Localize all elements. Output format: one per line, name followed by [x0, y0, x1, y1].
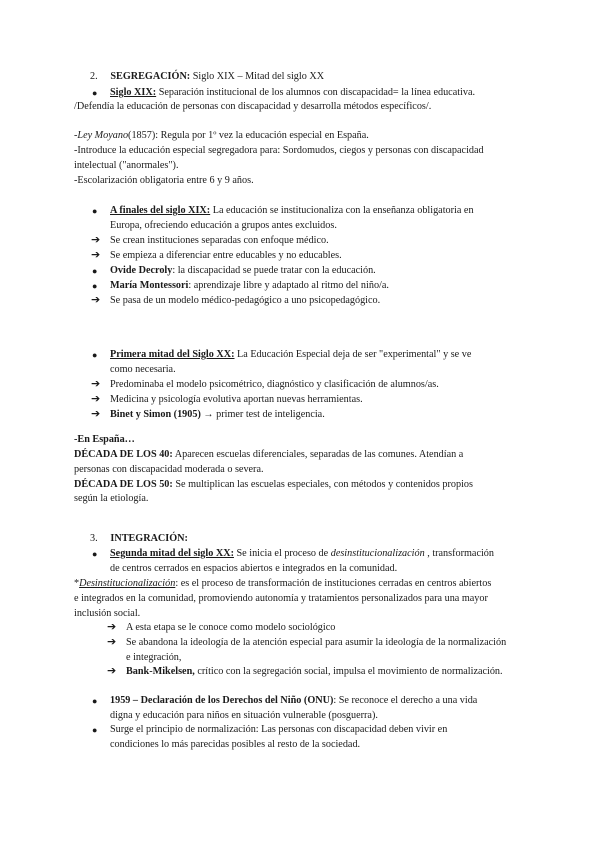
text-line: e integración,	[126, 652, 182, 663]
list-item: A esta etapa se le conoce como modelo sociológico	[126, 622, 336, 633]
arrow-icon: ➔	[107, 635, 117, 648]
paragraph-siglo-xix	[110, 86, 475, 100]
bullet-icon: ●	[92, 696, 98, 706]
text-siglo-xix: Separación institucional de los alumnos con discapacidad= la línea educativa.	[156, 87, 476, 98]
arrow-icon: ➔	[91, 377, 101, 390]
bullet-icon: ●	[92, 88, 98, 98]
paragraph-finales-xix	[110, 204, 474, 218]
text-line: condiciones lo más parecidas posibles al resto de la sociedad.	[110, 739, 361, 750]
section-number: 2.	[90, 71, 98, 82]
term-montessori: María Montessori	[110, 280, 189, 291]
text-declaracion-1959: : Se reconoce el derecho a una vida	[333, 695, 478, 706]
list-item	[110, 279, 389, 293]
arrow-icon: ➔	[91, 233, 101, 246]
term-decroly: Ovide Decroly	[110, 265, 173, 276]
bullet-icon: ●	[92, 350, 98, 360]
term-bank-mikelsen: Bank-Mikelsen,	[126, 666, 195, 677]
text-segunda-mitad: Se inicia el proceso de	[233, 548, 331, 559]
term-finales-xix: A finales del siglo XIX:	[110, 205, 211, 216]
text-line: -Escolarización obligatoria entre 6 y 9 años.	[74, 175, 254, 186]
text-bank-mikelsen: crítico con la segregación social, impulsa el movimiento de normalización.	[194, 666, 503, 677]
bullet-icon: ●	[92, 549, 98, 559]
paragraph-normalizacion: Surge el principio de normalización: Las personas con discapacidad deben vivir en	[110, 724, 448, 735]
arrow-icon: ➔	[107, 664, 117, 677]
section-number: 3.	[90, 533, 98, 544]
list-item	[110, 408, 325, 422]
text-line: /Defendía la educación de personas con discapacidad y desarrolla métodos específicos/.	[74, 101, 432, 112]
paragraph-desinstitucionalizacion	[74, 577, 491, 591]
text-en-espana: -En España…	[74, 434, 135, 445]
list-item	[110, 264, 376, 278]
list-item: Se abandona la ideología de la atención especial para asumir la ideología de la normalización	[126, 637, 507, 648]
section-3-heading	[90, 532, 188, 546]
text-line: según la etiología.	[74, 493, 149, 504]
term-binet-simon: Binet y Simon (1905)	[110, 409, 201, 420]
text-segunda-mitad-end: , transformación	[424, 548, 494, 559]
text-line: personas con discapacidad moderada o severa.	[74, 464, 264, 475]
list-item: Se crean instituciones separadas con enfoque médico.	[110, 235, 329, 246]
term-desinstitucionalizacion-def: Desinstitucionalización	[79, 578, 176, 589]
term-primera-mitad: Primera mitad del Siglo XX:	[110, 349, 235, 360]
list-item: Se pasa de un modelo médico-pedagógico a uno psicopedagógico.	[110, 295, 381, 306]
list-item: Medicina y psicología evolutiva aportan nuevas herramientas.	[110, 394, 363, 405]
section-title: INTEGRACIÓN:	[110, 533, 188, 544]
text-binet-simon: → primer test de inteligencia.	[200, 409, 325, 420]
paragraph-declaracion-1959	[110, 694, 477, 708]
term-decada-50: DÉCADA DE LOS 50:	[74, 479, 173, 490]
section-2-heading	[90, 70, 324, 84]
dash: -	[74, 130, 78, 141]
asterisk: *	[74, 578, 80, 589]
text-montessori: : aprendizaje libre y adaptado al ritmo del niño/a.	[188, 280, 389, 291]
text-line: Europa, ofreciendo educación a grupos antes excluidos.	[110, 220, 337, 231]
section-subtitle: Siglo XIX – Mitad del siglo XX	[190, 71, 325, 82]
arrow-icon: ➔	[91, 392, 101, 405]
paragraph-decada-50	[74, 478, 473, 492]
term-siglo-xix: Siglo XIX:	[110, 87, 157, 98]
text-line: como necesaria.	[110, 364, 176, 375]
paragraph-ley-moyano	[74, 129, 369, 143]
term-declaracion-1959: 1959 – Declaración de los Derechos del Niño (ONU)	[110, 695, 334, 706]
term-decada-40: DÉCADA DE LOS 40:	[74, 449, 173, 460]
paragraph-decada-40	[74, 448, 463, 462]
arrow-icon: ➔	[91, 248, 101, 261]
text-decroly: : la discapacidad se puede tratar con la educación.	[172, 265, 376, 276]
list-item	[126, 665, 503, 679]
list-item: Se empieza a diferenciar entre educables y no educables.	[110, 250, 342, 261]
term-desinstitucionalizacion: desinstitucionalización	[330, 548, 425, 559]
text-ley-moyano: (1857): Regula por 1º vez la educación especial en España.	[128, 130, 369, 141]
paragraph-primera-mitad	[110, 348, 471, 362]
text-line: -Introduce la educación especial segregadora para: Sordomudos, ciegos y personas con discapacidad	[74, 145, 484, 156]
text-decada-50: Se multiplican las escuelas especiales, con métodos y contenidos propios	[172, 479, 473, 490]
arrow-icon: ➔	[91, 293, 101, 306]
bullet-icon: ●	[92, 725, 98, 735]
section-title: SEGREGACIÓN:	[110, 71, 191, 82]
bullet-icon: ●	[92, 266, 98, 276]
text-line: digna y educación para niños en situación vulnerable (posguerra).	[110, 710, 378, 721]
arrow-icon: ➔	[107, 620, 117, 633]
bullet-icon: ●	[92, 206, 98, 216]
text-decada-40: Aparecen escuelas diferenciales, separadas de las comunes. Atendían a	[172, 449, 464, 460]
text-finales-xix: La educación se institucionaliza con la enseñanza obligatoria en	[210, 205, 474, 216]
bullet-icon: ●	[92, 281, 98, 291]
arrow-icon: ➔	[91, 407, 101, 420]
text-desinstitucionalizacion: : es el proceso de transformación de instituciones cerradas en centros abiertos	[175, 578, 492, 589]
text-line: e integrados en la comunidad, promoviendo autonomía y tratamientos personalizados para una mayor	[74, 593, 488, 604]
term-segunda-mitad: Segunda mitad del siglo XX:	[110, 548, 234, 559]
text-line: de centros cerrados en espacios abiertos e integrados en la comunidad.	[110, 563, 398, 574]
text-line: intelectual ("anormales").	[74, 160, 179, 171]
paragraph-segunda-mitad	[110, 547, 494, 561]
text-line: inclusión social.	[74, 608, 141, 619]
list-item: Predominaba el modelo psicométrico, diagnóstico y clasificación de alumnos/as.	[110, 379, 439, 390]
text-primera-mitad: La Educación Especial deja de ser "experimental" y se ve	[234, 349, 472, 360]
term-ley-moyano: Ley Moyano	[77, 130, 129, 141]
